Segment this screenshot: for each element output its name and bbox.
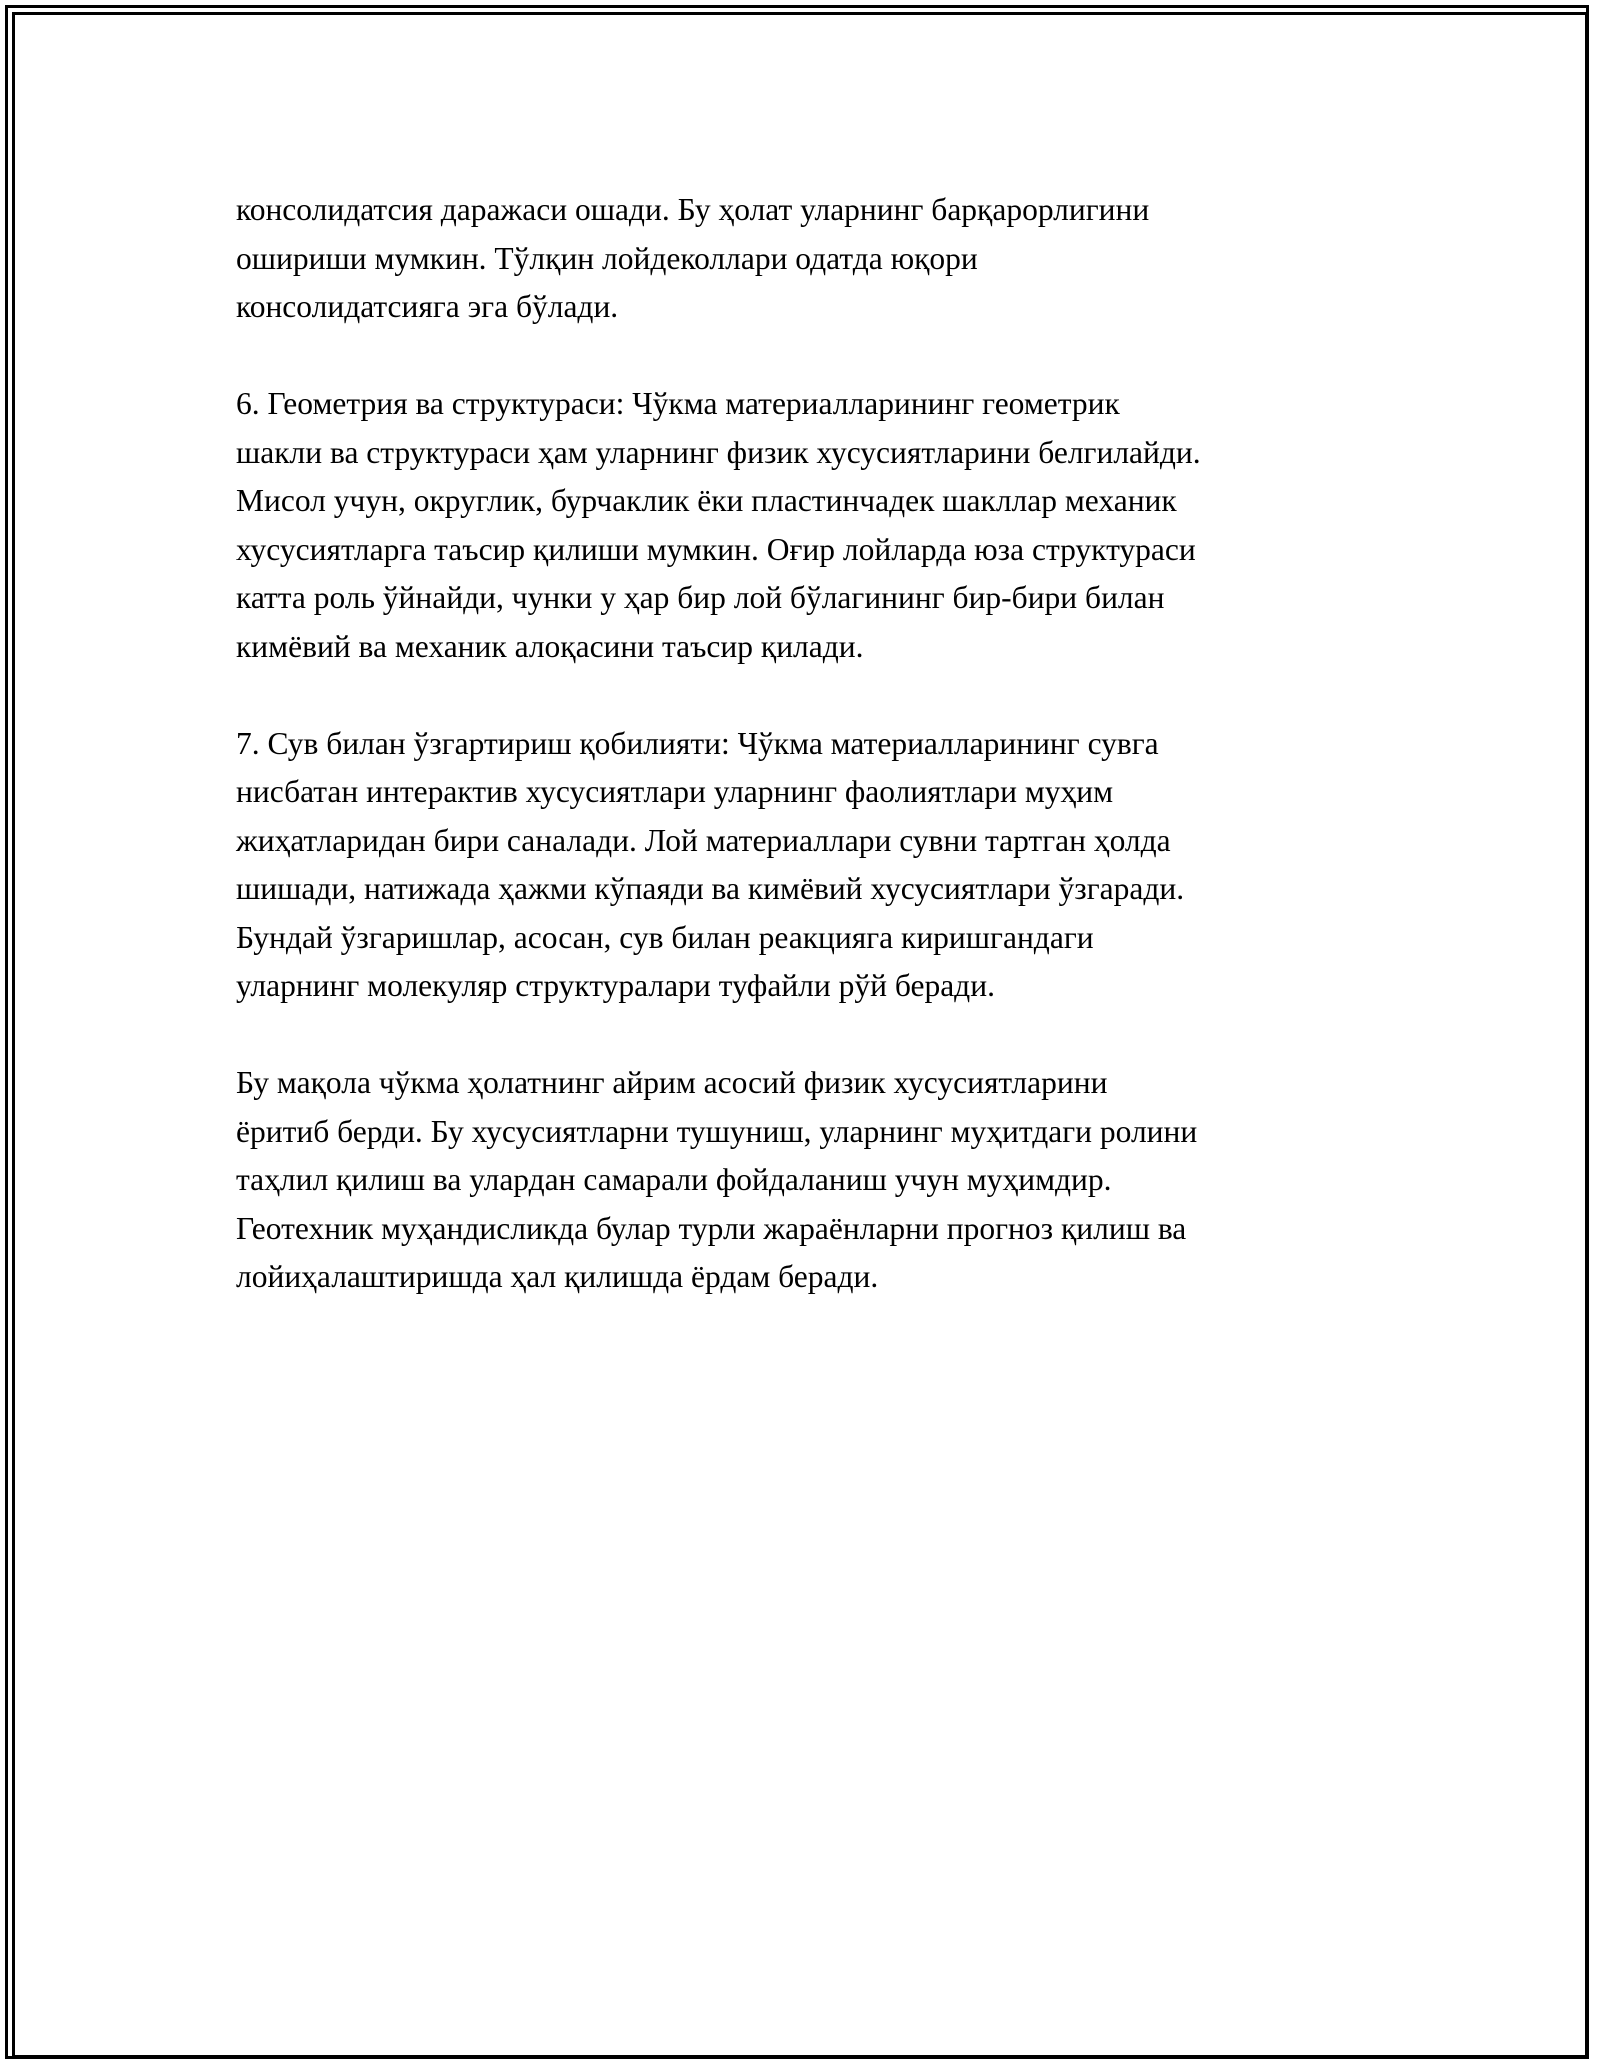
text-line: ошириши мумкин. Тўлқин лойдеколлари одатда юқори [236,240,978,276]
text-line: Мисол учун, округлик, бурчаклик ёки пластинчадек шакллар механик [236,483,1177,518]
text-line: жиҳатларидан бири саналади. Лой материаллари сувни тартган ҳолда [236,822,1171,858]
document-body [236,186,1396,1350]
text-line: Геотехник муҳандисликда булар турли жараёнларни прогноз қилиш ва [236,1210,1187,1246]
text-line: таҳлил қилиш ва улардан самарали фойдаланиш учун муҳимдир. [236,1162,1112,1197]
text-line: ёритиб берди. Бу хусусиятларни тушуниш, уларнинг муҳитдаги ролини [236,1113,1198,1149]
text-line: консолидатсия даражаси ошади. Бу ҳолат уларнинг барқарорлигини [236,192,1150,227]
text-line: консолидатсияга эга бўлади. [236,289,619,324]
text-line: кимёвий ва механик алоқасини таъсир қилади. [236,628,864,664]
paragraph-water-interaction [236,720,1396,1011]
paragraph-geometry-structure [236,380,1396,671]
text-line: Бундай ўзгаришлар, асосан, сув билан реакцияга киришгандаги [236,919,1094,955]
text-line: 7. Сув билан ўзгартириш қобилияти: Чўкма материалларининг сувга [236,725,1159,761]
text-line: лойиҳалаштиришда ҳал қилишда ёрдам беради. [236,1259,879,1294]
text-line: шакли ва структураси ҳам уларнинг физик хусусиятларини белгилайди. [236,434,1201,470]
paragraph-conclusion [236,1059,1396,1302]
text-line: Бу мақола чўкма ҳолатнинг айрим асосий физик хусусиятларини [236,1065,1108,1100]
text-line: хусусиятларга таъсир қилиши мумкин. Оғир лойларда юза структураси [236,531,1196,567]
text-line: шишади, натижада ҳажми кўпаяди ва кимёвий хусусиятлари ўзгаради. [236,871,1185,906]
text-line: уларнинг молекуляр структуралари туфайли рўй беради. [236,968,995,1003]
text-line: катта роль ўйнайди, чунки у ҳар бир лой бўлагининг бир-бири билан [236,580,1165,615]
paragraph-consolidation [236,186,1396,332]
text-line: 6. Геометрия ва структураси: Чўкма материалларининг геометрик [236,386,1120,421]
text-line: нисбатан интерактив хусусиятлари уларнинг фаолиятлари муҳим [236,774,1114,809]
